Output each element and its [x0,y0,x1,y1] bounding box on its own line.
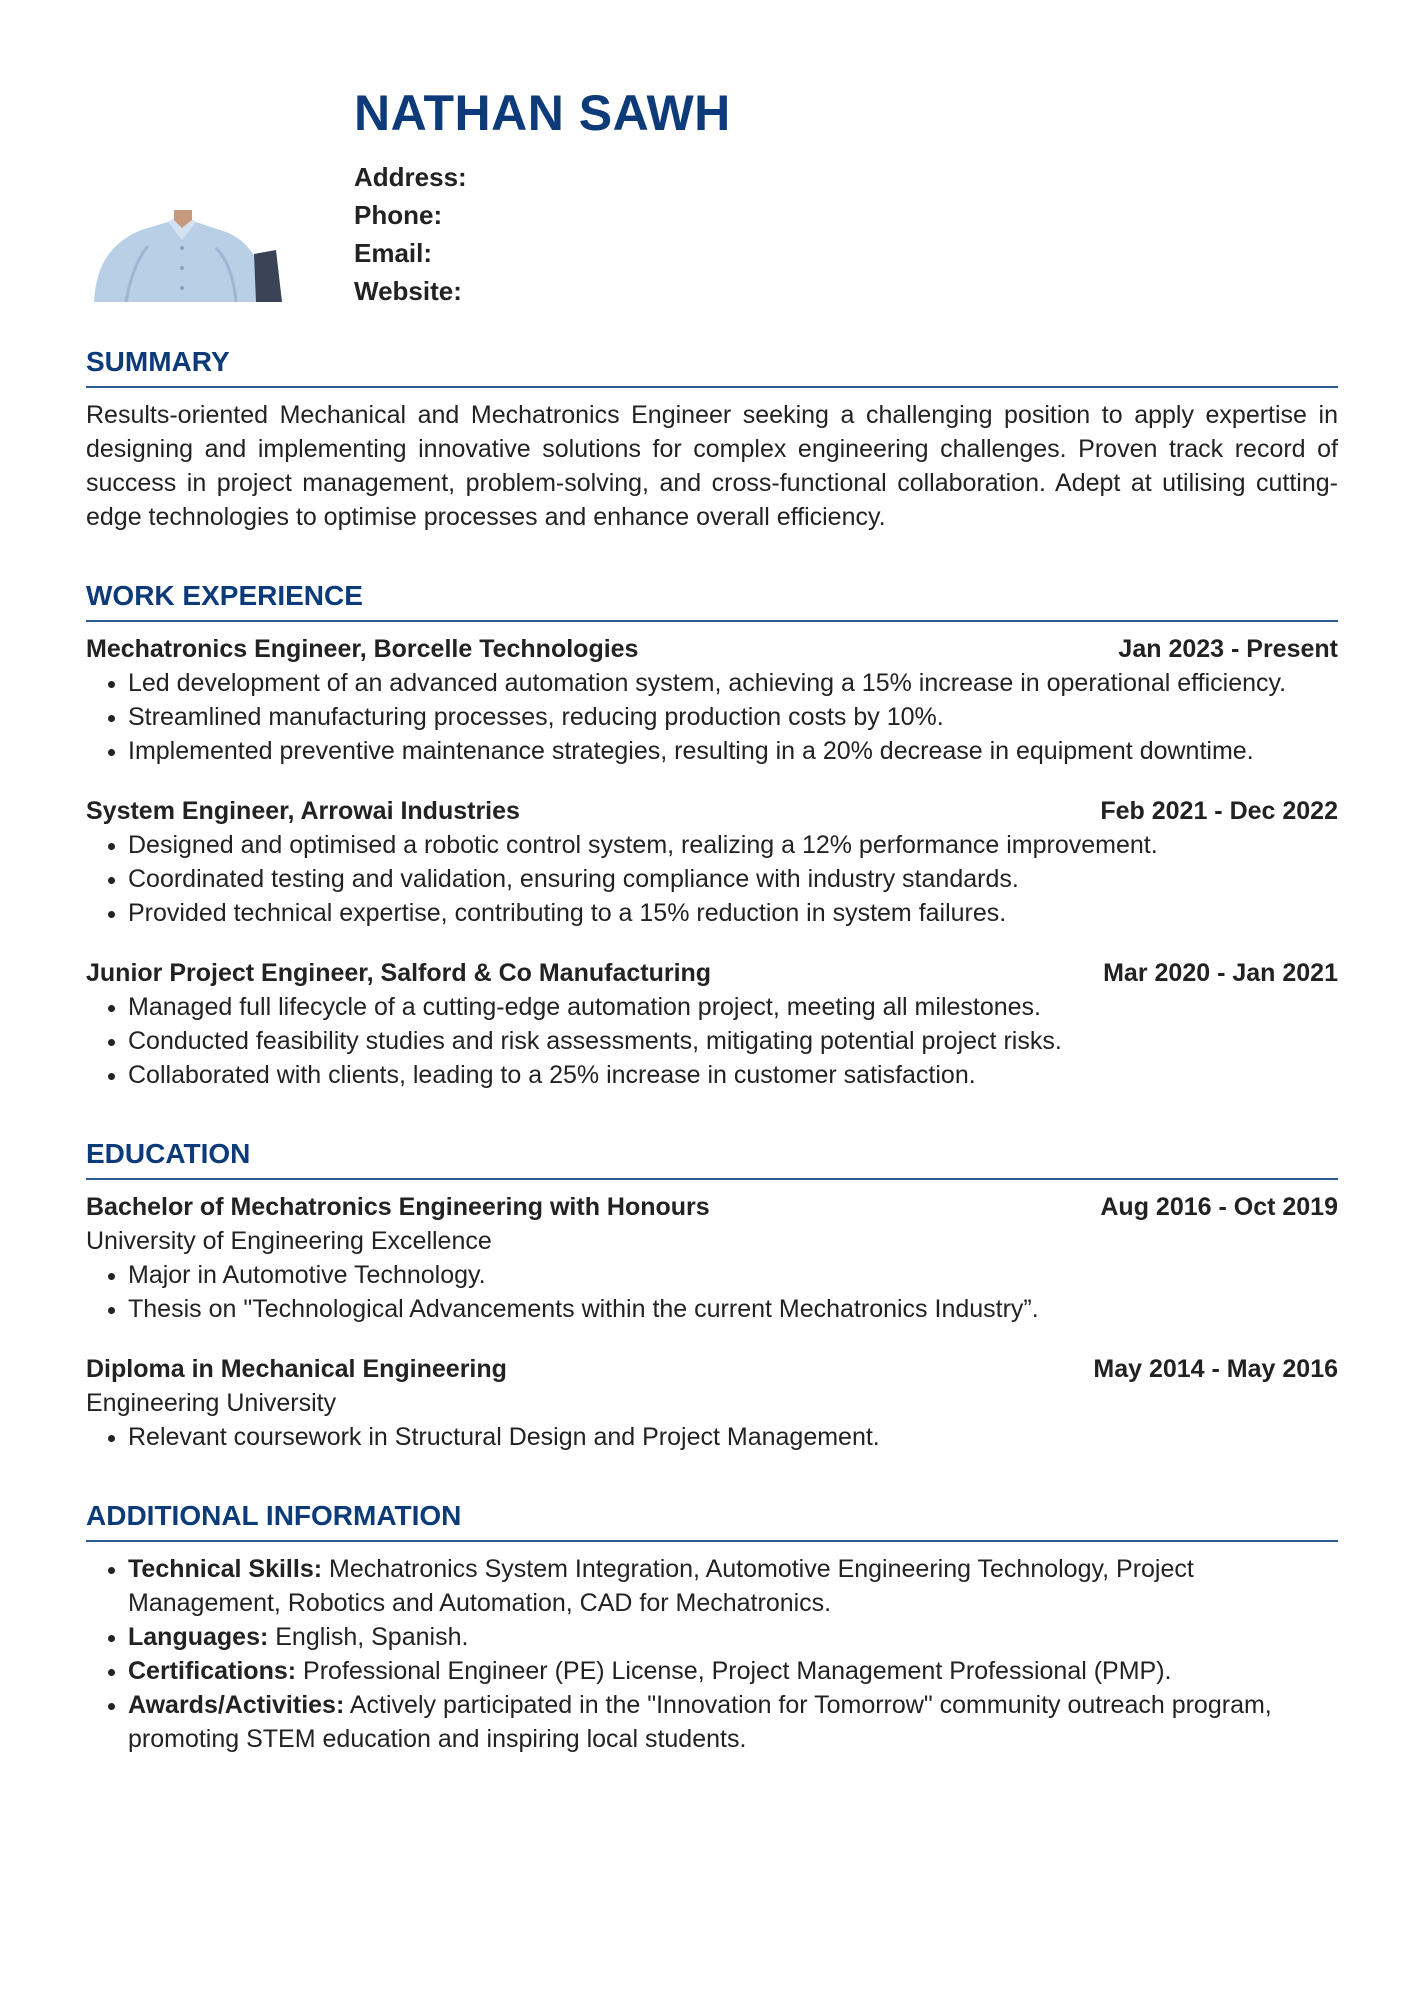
email-label: Email: [354,238,433,268]
info-text: Mechatronics System Integration, Automotive Engineering Technology, Project Management, Robotics and Automation, CAD for Mechatronics. [128,1555,1194,1617]
job-entry [86,632,1338,768]
education-dates: Aug 2016 - Oct 2019 [1100,1193,1338,1221]
education-bullet: • Major in Automotive Technology. [128,1258,1308,1292]
job-bullet: • Streamlined manufacturing processes, reducing production costs by 10%. [128,700,1308,734]
info-text: English, Spanish. [268,1623,469,1651]
job-title: System Engineer, Arrowai Industries [86,797,520,825]
education-section [86,1136,1338,1454]
info-item [128,1552,1308,1620]
job-dates: Feb 2021 - Dec 2022 [1100,797,1338,825]
profile-photo [86,210,286,302]
phone-label: Phone: [354,200,443,230]
job-bullet: • Conducted feasibility studies and risk assessments, mitigating potential project risks. [128,1024,1308,1058]
education-entry [86,1190,1338,1326]
info-text: Professional Engineer (PE) License, Project Management Professional (PMP). [296,1657,1172,1685]
section-title: SUMMARY [86,344,1338,388]
info-label: Technical Skills: [128,1555,323,1583]
job-bullet: • Coordinated testing and validation, ensuring compliance with industry standards. [128,862,1308,896]
job-title: Mechatronics Engineer, Borcelle Technologies [86,635,639,663]
education-bullet: • Relevant coursework in Structural Design and Project Management. [128,1420,1308,1454]
website-label: Website: [354,276,462,306]
info-label: Certifications: [128,1657,297,1685]
job-bullet: • Provided technical expertise, contributing to a 15% reduction in system failures. [128,896,1308,930]
job-bullet: • Implemented preventive maintenance strategies, resulting in a 20% decrease in equipment downtime. [128,734,1308,768]
work-experience-section [86,578,1338,1092]
info-text: Actively participated in the "Innovation for Tomorrow" community outreach program, promoting STEM education and inspiring local students. [128,1691,1272,1753]
school-name: University of Engineering Excellence [86,1227,492,1255]
info-label: Awards/Activities: [128,1691,345,1719]
section-title: EDUCATION [86,1136,1338,1180]
education-dates: May 2014 - May 2016 [1093,1355,1338,1383]
job-bullet: • Managed full lifecycle of a cutting-edge automation project, meeting all milestones. [128,990,1308,1024]
degree-title: Bachelor of Mechatronics Engineering with Honours [86,1193,710,1221]
education-entry [86,1352,1338,1454]
section-title: WORK EXPERIENCE [86,578,1338,622]
job-entry [86,794,1338,930]
info-label: Languages: [128,1623,269,1651]
section-title: ADDITIONAL INFORMATION [86,1498,1338,1542]
address-label: Address: [354,162,467,192]
candidate-name: NATHAN SAWH [354,85,731,141]
summary-text: Results-oriented Mechanical and Mechatronics Engineer seeking a challenging position to apply expertise in designing and implementing innovative solutions for complex engineering challenges. Proven track record of success in project management, problem-solving, and cross-functional collaboration. Adept at utilising cutting-edge technologies to optimise processes and enhance overall efficiency. [86,401,1338,531]
education-bullet: • Thesis on "Technological Advancements within the current Mechatronics Industry”. [128,1292,1308,1326]
info-item [128,1688,1308,1756]
job-entry [86,956,1338,1092]
job-title: Junior Project Engineer, Salford & Co Manufacturing [86,959,712,987]
summary-section [86,344,1338,534]
additional-info-section [86,1498,1338,1756]
job-bullet: • Collaborated with clients, leading to a 25% increase in customer satisfaction. [128,1058,1308,1092]
job-dates: Jan 2023 - Present [1118,635,1338,663]
info-item [128,1654,1308,1688]
info-item [128,1620,1308,1654]
degree-title: Diploma in Mechanical Engineering [86,1355,507,1383]
job-bullet: • Led development of an advanced automation system, achieving a 15% increase in operational efficiency. [128,666,1308,700]
job-dates: Mar 2020 - Jan 2021 [1103,959,1338,987]
job-bullet: • Designed and optimised a robotic control system, realizing a 12% performance improvement. [128,828,1308,862]
contact-list [354,158,467,310]
school-name: Engineering University [86,1389,337,1417]
resume-body [86,344,1338,1800]
